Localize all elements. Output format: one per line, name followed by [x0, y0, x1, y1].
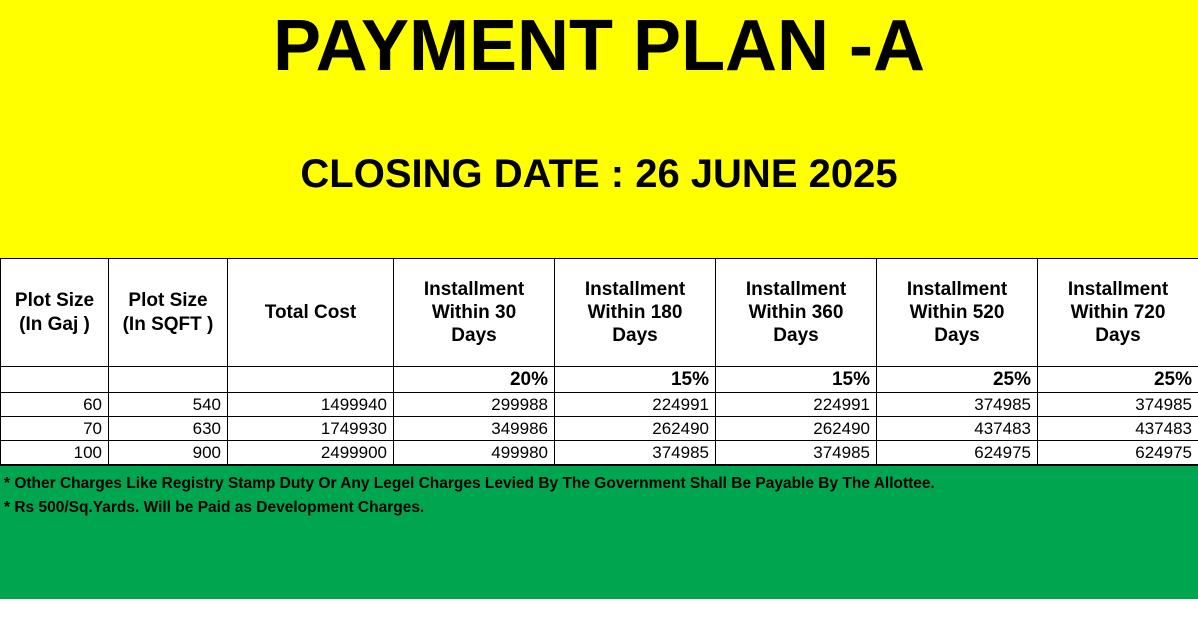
- cell-installment-30: 349986: [394, 417, 555, 441]
- footer-note: * Other Charges Like Registry Stamp Duty Or Any Legel Charges Levied By The Government Shall Be Payable By The Allottee.: [4, 475, 935, 492]
- cell-installment-30: 499980: [394, 441, 555, 465]
- percent-cell: 25%: [1038, 367, 1198, 393]
- header-line: Installment: [906, 278, 1008, 300]
- payment-plan-table: [0, 258, 1198, 465]
- table-row: [1, 441, 1198, 465]
- cell-plot-size-gaj: 60: [1, 393, 109, 417]
- cell-installment-720: 374985: [1038, 393, 1198, 417]
- header-line: Installment: [584, 278, 686, 300]
- header-line: Within 360: [748, 301, 844, 323]
- column-header-installment-360: [716, 259, 877, 367]
- column-header-installment-30: [394, 259, 555, 367]
- header-line: Days: [1095, 325, 1141, 347]
- column-header-installment-520: [877, 259, 1038, 367]
- table-row: [1, 417, 1198, 441]
- cell-plot-size-sqft: 900: [109, 441, 228, 465]
- percent-cell: 20%: [394, 367, 555, 393]
- header-line: Installment: [1067, 278, 1169, 300]
- cell-installment-520: 437483: [877, 417, 1038, 441]
- percentage-row: [1, 367, 1198, 393]
- header-line: Total Cost: [264, 301, 357, 323]
- header-line: Days: [773, 325, 819, 347]
- cell-installment-720: 624975: [1038, 441, 1198, 465]
- cell-total-cost: 1749930: [228, 417, 394, 441]
- percent-cell: 25%: [877, 367, 1038, 393]
- header-line: Plot Size: [14, 290, 95, 312]
- header-line: Within 520: [909, 301, 1005, 323]
- header-line: (In SQFT ): [122, 313, 214, 335]
- cell-plot-size-gaj: 100: [1, 441, 109, 465]
- cell-plot-size-gaj: 70: [1, 417, 109, 441]
- column-header-total-cost: [228, 259, 394, 367]
- header-line: Within 30: [431, 301, 517, 323]
- banner: [0, 0, 1198, 258]
- cell-installment-360: 262490: [716, 417, 877, 441]
- header-line: Within 720: [1070, 301, 1166, 323]
- table-row: [1, 393, 1198, 417]
- percent-cell: [1, 367, 109, 393]
- column-header-installment-720: [1038, 259, 1198, 367]
- cell-total-cost: 1499940: [228, 393, 394, 417]
- header-line: Plot Size: [128, 290, 208, 312]
- percent-cell: [228, 367, 394, 393]
- cell-installment-180: 374985: [555, 441, 716, 465]
- header-line: Days: [934, 325, 980, 347]
- cell-installment-720: 437483: [1038, 417, 1198, 441]
- table-header-row: [1, 259, 1198, 367]
- header-line: Days: [612, 325, 658, 347]
- cell-installment-180: 224991: [555, 393, 716, 417]
- column-header-plot-size-gaj: [1, 259, 109, 367]
- cell-installment-30: 299988: [394, 393, 555, 417]
- cell-total-cost: 2499900: [228, 441, 394, 465]
- column-header-plot-size-sqft: [109, 259, 228, 367]
- percent-cell: 15%: [555, 367, 716, 393]
- footer-notes: [0, 465, 1198, 599]
- cell-installment-360: 224991: [716, 393, 877, 417]
- header-line: (In Gaj ): [19, 313, 90, 335]
- footer-note: * Rs 500/Sq.Yards. Will be Paid as Development Charges.: [4, 499, 425, 517]
- cell-plot-size-sqft: 540: [109, 393, 228, 417]
- page-title: PAYMENT PLAN -A: [272, 6, 926, 86]
- header-line: Within 180: [587, 301, 683, 323]
- cell-installment-520: 624975: [877, 441, 1038, 465]
- closing-date-text: CLOSING DATE : 26 JUNE 2025: [300, 152, 898, 196]
- cell-installment-180: 262490: [555, 417, 716, 441]
- header-line: Installment: [745, 278, 847, 300]
- header-line: Days: [451, 325, 497, 347]
- column-header-installment-180: [555, 259, 716, 367]
- percent-cell: 15%: [716, 367, 877, 393]
- percent-cell: [109, 367, 228, 393]
- header-line: Installment: [423, 278, 525, 300]
- cell-plot-size-sqft: 630: [109, 417, 228, 441]
- cell-installment-520: 374985: [877, 393, 1038, 417]
- cell-installment-360: 374985: [716, 441, 877, 465]
